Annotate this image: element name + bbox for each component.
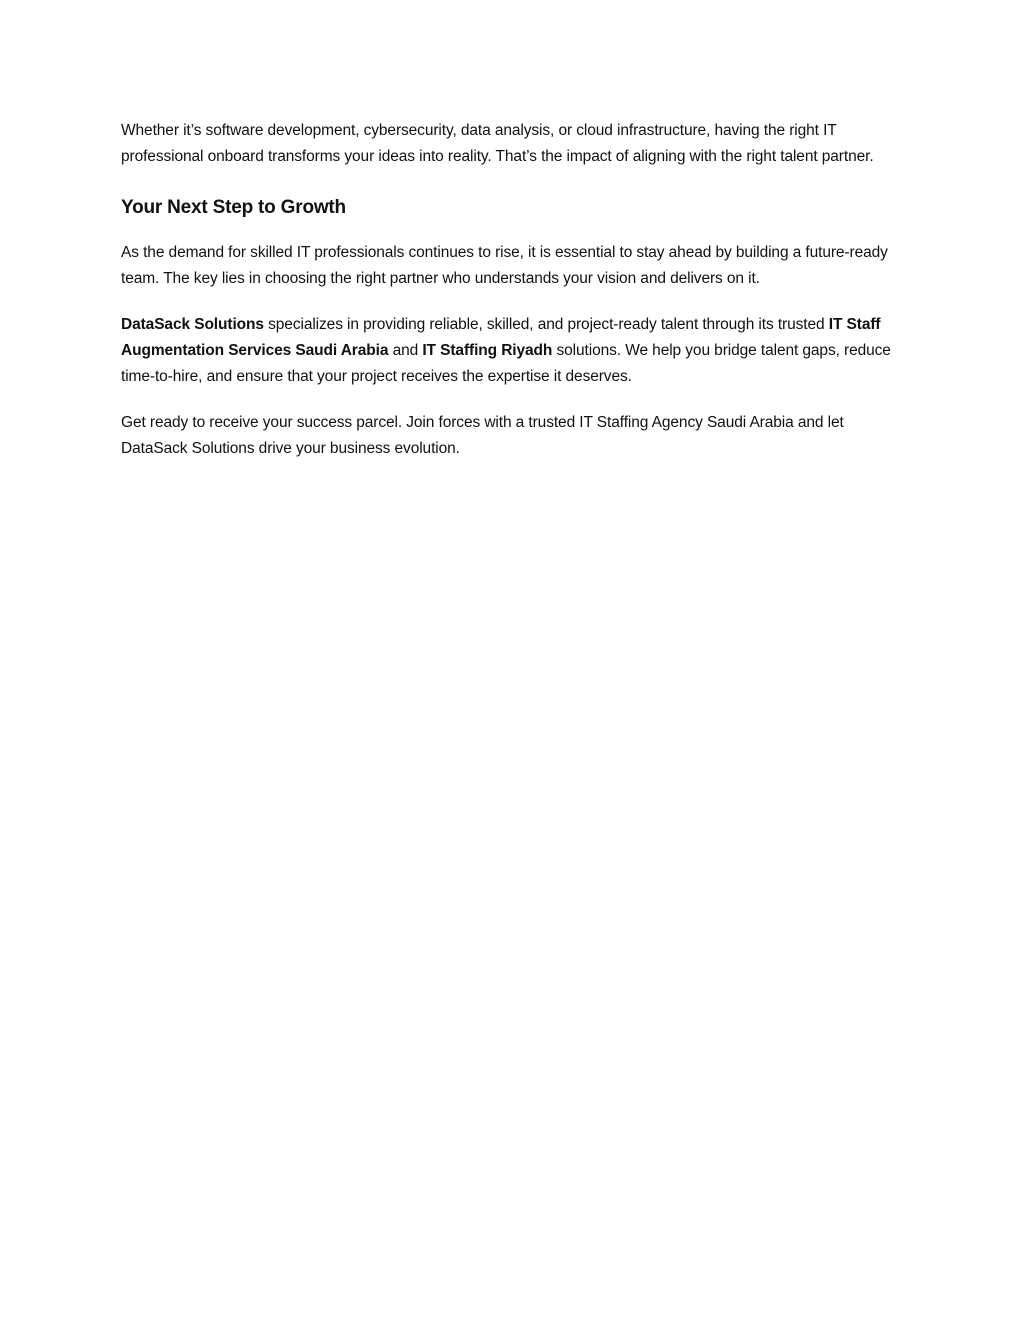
- demand-paragraph: As the demand for skilled IT professionals continues to rise, it is essential to stay ahead by building a future-ready team. The key lies in choosing the right partner who understands your vision and delivers on it.: [121, 244, 888, 287]
- closing-paragraph: Get ready to receive your success parcel. Join forces with a trusted IT Staffing Agency Saudi Arabia and let DataSack Solutions drive your business evolution.: [121, 414, 844, 457]
- company-text-a: specializes in providing reliable, skilled, and project-ready talent through its trusted: [263, 316, 829, 333]
- company-text-c: solutions. We help you bridge talent gaps, reduce time-to-hire, and ensure that your project receives the expertise it deserves.: [121, 342, 891, 385]
- company-name: DataSack Solutions: [121, 316, 264, 333]
- company-paragraph: [121, 312, 911, 390]
- service-staffing-riyadh: IT Staffing Riyadh: [422, 342, 553, 359]
- service-staff-augmentation: IT Staff Augmentation Services Saudi Arabia: [121, 316, 881, 359]
- section-heading: Your Next Step to Growth: [121, 197, 346, 218]
- intro-paragraph: Whether it’s software development, cybersecurity, data analysis, or cloud infrastructure, having the right IT professional onboard transforms your ideas into reality. That’s the impact of aligning with the right talent partner.: [121, 122, 874, 165]
- document-page: [121, 118, 911, 462]
- company-text-b: and: [388, 342, 423, 359]
